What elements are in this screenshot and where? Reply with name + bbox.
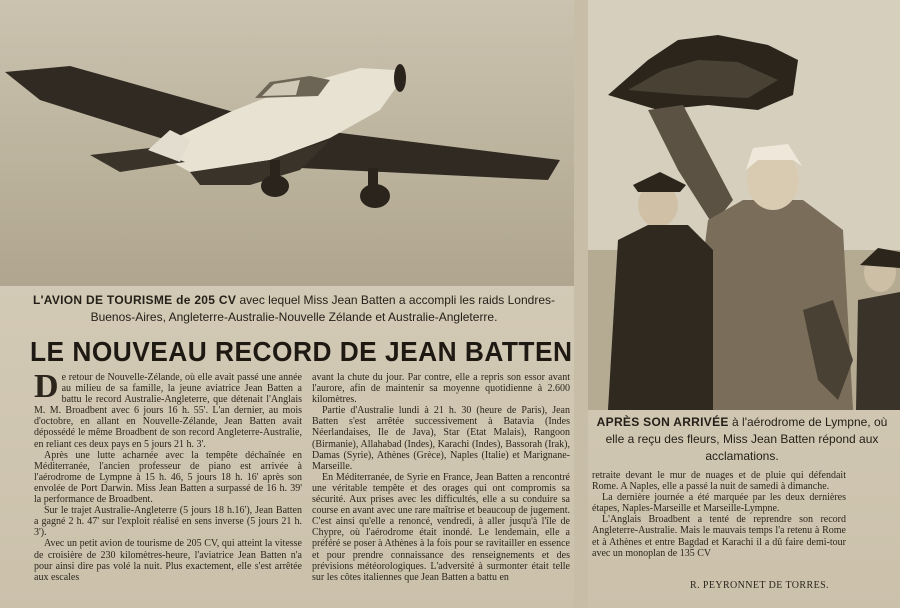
portrait-caption-lead: APRÈS SON ARRIVÉE: [596, 415, 729, 429]
paragraph-text: e retour de Nouvelle-Zélande, où elle avait passé une année au milieu de sa famille, la jeune aviatrice Jean Batten a battu le record Australie-Angleterre, que détenait l'Anglais M. M. Broadbent avec 6 jours 16 h. 55'. L'an dernier, au mois d'octobre, en allant en Nouvelle-Zélande, Jean Batten avait dépossédé le même Broadbent de son record Angleterre-Australie, en reliant ces deux pays en 5 jours 21 h. 3'.: [34, 372, 302, 450]
airplane-caption: [24, 292, 564, 326]
article-column-3: [592, 470, 846, 559]
paragraph: Sur le trajet Australie-Angleterre (5 jours 18 h.16'), Jean Batten a gagné 2 h. 47' sur l'exploit réalisé en sens inverse (5 jours 21 h. 3').: [34, 505, 302, 539]
column-gutter: [574, 0, 588, 608]
author-signature: R. PEYRONNET DE TORRES.: [690, 580, 829, 591]
paragraph: [34, 368, 302, 450]
paragraph: retraite devant le mur de nuages et de pluie qui défendait Rome. A Naples, elle a passé la nuit de samedi à dimanche.: [592, 470, 846, 493]
paragraph: La dernière journée a été marquée par les deux dernières étapes, Naples-Marseille et Marseille-Lympne.: [592, 492, 846, 515]
paragraph: Avec un petit avion de tourisme de 205 CV, qui atteint la vitesse de croisière de 230 kilomètres-heure, l'aviatrice Jean Batten n'a pour ainsi dire pas volé la nuit. Plus exactement, elle s'est arrêtée aux escales: [34, 538, 302, 583]
airplane-photo: [0, 0, 574, 286]
article-headline: LE NOUVEAU RECORD DE JEAN BATTEN: [30, 336, 573, 367]
portrait-photo: [588, 0, 900, 410]
airplane-caption-text: avec lequel Miss Jean Batten a accompli les raids Londres-Buenos-Aires, Angleterre-Australie-Nouvelle Zélande et Australie-Angleterre.: [90, 293, 555, 324]
article-column-2: [312, 372, 570, 583]
airplane-caption-lead: L'AVION DE TOURISME de 205 CV: [33, 293, 237, 307]
paragraph: L'Anglais Broadbent a tenté de reprendre son record Angleterre-Australie. Mais le mauvais temps l'a retenu à Rome et à Athènes et entre Bagdad et Karachi il a dû faire demi-tour avec un monoplan de 135 CV: [592, 514, 846, 559]
paragraph: Partie d'Australie lundi à 21 h. 30 (heure de Paris), Jean Batten s'est arrêtée successivement à Batavia (Indes Néerlandaises, Ile de Java), Star (Etat Malais), Rangoon (Birmanie), Allahabad (Indes), Karachi (Indes), Bassorah (Irak), Damas (Syrie), Athènes (Grèce), Naples (Italie) et Marignane-Marseille.: [312, 405, 570, 472]
portrait-caption-text: à l'aérodrome de Lympne, où elle a reçu des fleurs, Miss Jean Batten répond aux acclamations.: [605, 415, 888, 463]
article-column-1: [34, 368, 302, 583]
paragraph: avant la chute du jour. Par contre, elle a repris son essor avant l'aurore, afin de maintenir sa moyenne quotidienne à 2.600 kilomètres.: [312, 372, 570, 406]
portrait-caption: [592, 414, 892, 465]
paragraph: Après une lutte acharnée avec la tempête déchaînée en Méditerranée, l'ancien professeur de piano est arrivée à l'aérodrome de Lympne à 15 h. 46, 5 jours 18 h. 16' après son envolée de Port Darwin. Miss Jean Batten a surpassé de 16 h. 39' la performance de Broadbent.: [34, 449, 302, 506]
paragraph: En Méditerranée, de Syrie en France, Jean Batten a rencontré une véritable tempête et des orages qui ont compromis sa sécurité. Aux prises avec les difficultés, elle a su conduire sa course en avant avec une rare maîtrise et beaucoup de jugement. C'est ainsi qu'elle a renoncé, vendredi, à aller jusqu'à l'île de Chypre, où l'aérodrome était inondé. Le lendemain, elle a préféré se poser à Athènes à la fois pour se ravitailler en essence et pour prendre connaissance des renseignements et des prévisions météorologiques. L'adversité à surmonter était telle sur les côtes italiennes que Jean Batten a battu en: [312, 471, 570, 583]
dropcap: D: [34, 368, 59, 405]
